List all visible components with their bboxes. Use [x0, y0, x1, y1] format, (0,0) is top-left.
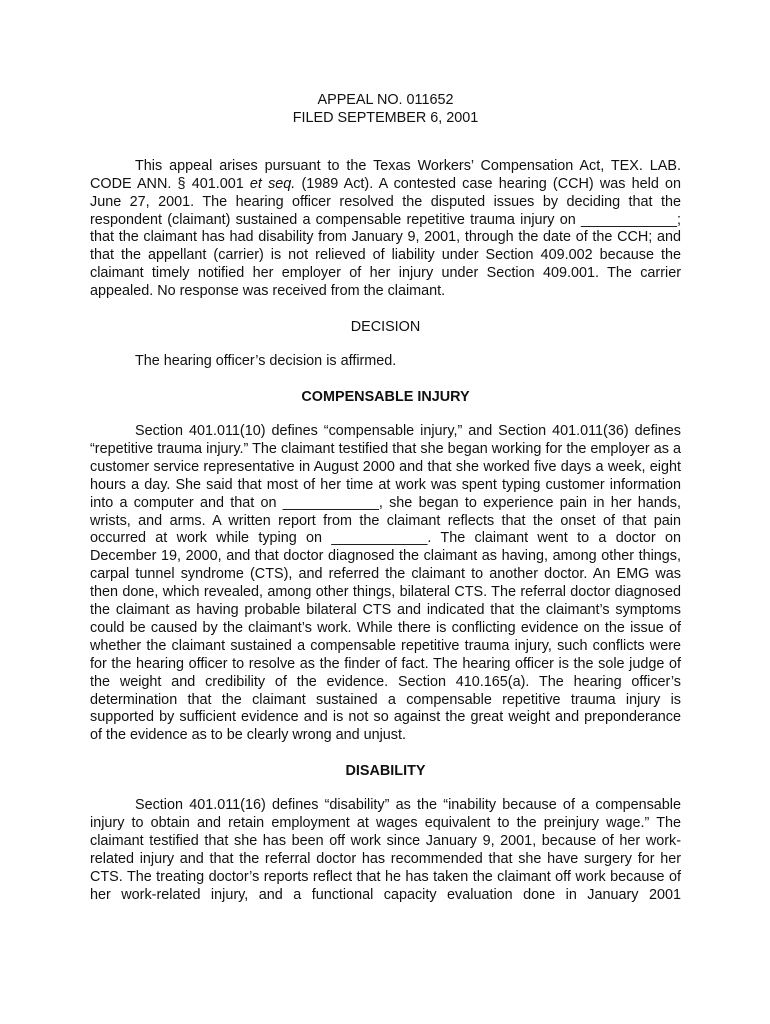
disability-heading: DISABILITY [345, 763, 426, 780]
appeal-number: APPEAL NO. 011652 [317, 92, 454, 108]
intro-paragraph [90, 158, 681, 301]
filed-date: FILED SEPTEMBER 6, 2001 [292, 109, 479, 126]
compensable-injury-paragraph: Section 401.011(10) defines “compensable injury,” and Section 401.011(36) defines “repetitive trauma injury.” The claimant testified that she began working for the employer as a customer service representative in August 2000 and that she worked five days a week, eight hours a day. She said that most of her time at work was spent typing customer information into a computer and that on ____________, she began to experience pain in her hands, wrists, and arms. A written report from the claimant reflects that the onset of that pain occurred at work while typing on ____________. The claimant went to a doctor on December 19, 2000, and that doctor diagnosed the claimant as having, among other things, carpal tunnel syndrome (CTS), and referred the claimant to another doctor. An EMG was then done, which revealed, among other things, bilateral CTS. The referral doctor diagnosed the claimant as having probable bilateral CTS and indicated that the claimant’s symptoms could be caused by the claimant’s work. While there is conflicting evidence on the issue of whether the claimant sustained a compensable repetitive trauma injury, such conflicts were for the hearing officer to resolve as the finder of fact. The hearing officer is the sole judge of the weight and credibility of the evidence. Section 410.165(a). The hearing officer’s determination that the claimant sustained a compensable repetitive trauma injury is supported by sufficient evidence and is not so against the great weight and preponderance of the evidence as to be clearly wrong and unjust. [90, 422, 681, 744]
intro-text-1: This appeal arises pursuant to the Texas Workers’ Compensation Act, TEX. LAB. CODE ANN. § 401.001 [90, 157, 681, 192]
intro-text-2: (1989 Act). A contested case hearing (CCH) was held on June 27, 2001. The hearing officer resolved the disputed issues by deciding that the respondent (claimant) sustained a compensable repetitive trauma injury on ____________; that the claimant has had disability from January 9, 2001, through the date of the CCH; and that the appellant (carrier) is not relieved of liability under Section 409.002 because the claimant timely notified her employer of her injury under Section 409.001. The carrier appealed. No response was received from the claimant. [90, 175, 682, 300]
decision-heading: DECISION [350, 319, 421, 336]
decision-paragraph: The hearing officer’s decision is affirmed. [135, 353, 397, 370]
compensable-injury-heading: COMPENSABLE INJURY [301, 388, 470, 405]
document-body [90, 92, 681, 905]
intro-italic: et seq. [249, 175, 296, 192]
disability-paragraph: Section 401.011(16) defines “disability” as the “inability because of a compensable injury to obtain and retain employment at wages equivalent to the preinjury wage.” The claimant testified that she has been off work since January 9, 2001, because of her work-related injury and that the referral doctor has recommended that she have surgery for her CTS. The treating doctor’s reports reflect that he has taken the claimant off work because of her work-related injury, and a functional capacity evaluation done in January 2001 [90, 797, 681, 903]
